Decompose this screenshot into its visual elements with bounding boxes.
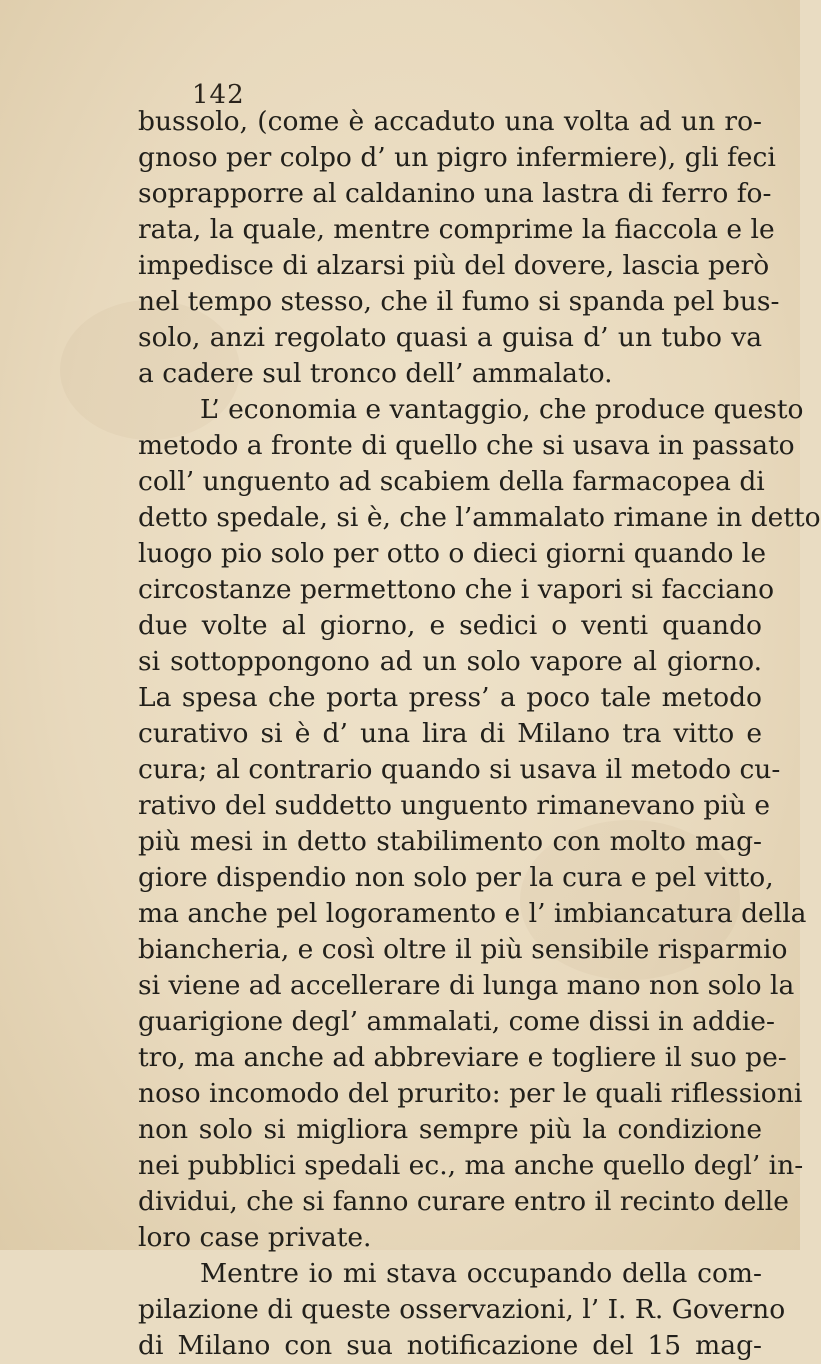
text-line: si viene ad accellerare di lunga mano non solo la (138, 970, 795, 1001)
text-line: pilazione di queste osservazioni, l’ I. R. Governo (138, 1294, 786, 1325)
text-line: loro case private. (138, 1222, 372, 1253)
text-line: cura; al contrario quando si usava il metodo cu- (138, 754, 781, 785)
text-line: circostanze permettono che i vapori si facciano (138, 574, 775, 605)
text-line: rata, la quale, mentre comprime la fiaccola e le (138, 214, 775, 245)
text-line: impedisce di alzarsi più del dovere, lascia però (138, 250, 770, 281)
text-line: luogo pio solo per otto o dieci giorni quando le (138, 538, 767, 569)
text-line: più mesi in detto stabilimento con molto mag- (138, 826, 762, 857)
text-line: di Milano con sua notificazione del 15 mag- (138, 1330, 762, 1361)
text-line: L’ economia e vantaggio, che produce questo (200, 394, 804, 425)
text-line: Mentre io mi stava occupando della com- (200, 1258, 762, 1289)
text-line: dividui, che si fanno curare entro il recinto delle (138, 1186, 789, 1217)
text-line: ma anche pel logoramento e l’ imbiancatura della (138, 898, 807, 929)
text-line: biancheria, e così oltre il più sensibile risparmio (138, 934, 788, 965)
text-line: detto spedale, si è, che l’ammalato rimane in detto (138, 502, 821, 533)
text-line: noso incomodo del prurito: per le quali riflessioni (138, 1078, 803, 1109)
text-line: soprapporre al caldanino una lastra di ferro fo- (138, 178, 772, 209)
text-line: non solo si migliora sempre più la condizione (138, 1114, 762, 1145)
text-line: gnoso per colpo d’ un pigro infermiere), gli feci (138, 142, 776, 173)
text-line: nel tempo stesso, che il fumo si spanda pel bus- (138, 286, 780, 317)
text-line: La spesa che porta press’ a poco tale metodo (138, 682, 762, 713)
text-line: giore dispendio non solo per la cura e pel vitto, (138, 862, 774, 893)
body-text (138, 104, 821, 1364)
text-line: bussolo, (come è accaduto una volta ad un ro- (138, 106, 762, 137)
page-number: 142 (192, 80, 245, 110)
text-line: solo, anzi regolato quasi a guisa d’ un tubo va (138, 322, 762, 353)
text-line: si sottoppongono ad un solo vapore al giorno. (138, 646, 762, 677)
text-line: rativo del suddetto unguento rimanevano più e (138, 790, 771, 821)
text-line: due volte al giorno, e sedici o venti quando (138, 610, 762, 641)
text-line: guarigione degl’ ammalati, come dissi in addie- (138, 1006, 775, 1037)
text-line: nei pubblici spedali ec., ma anche quello degl’ in- (138, 1150, 804, 1181)
text-line: tro, ma anche ad abbreviare e togliere il suo pe- (138, 1042, 787, 1073)
text-line: metodo a fronte di quello che si usava in passato (138, 430, 795, 461)
text-line: coll’ unguento ad scabiem della farmacopea di (138, 466, 765, 497)
text-line: curativo si è d’ una lira di Milano tra vitto e (138, 718, 762, 749)
text-line: a cadere sul tronco dell’ ammalato. (138, 358, 613, 389)
